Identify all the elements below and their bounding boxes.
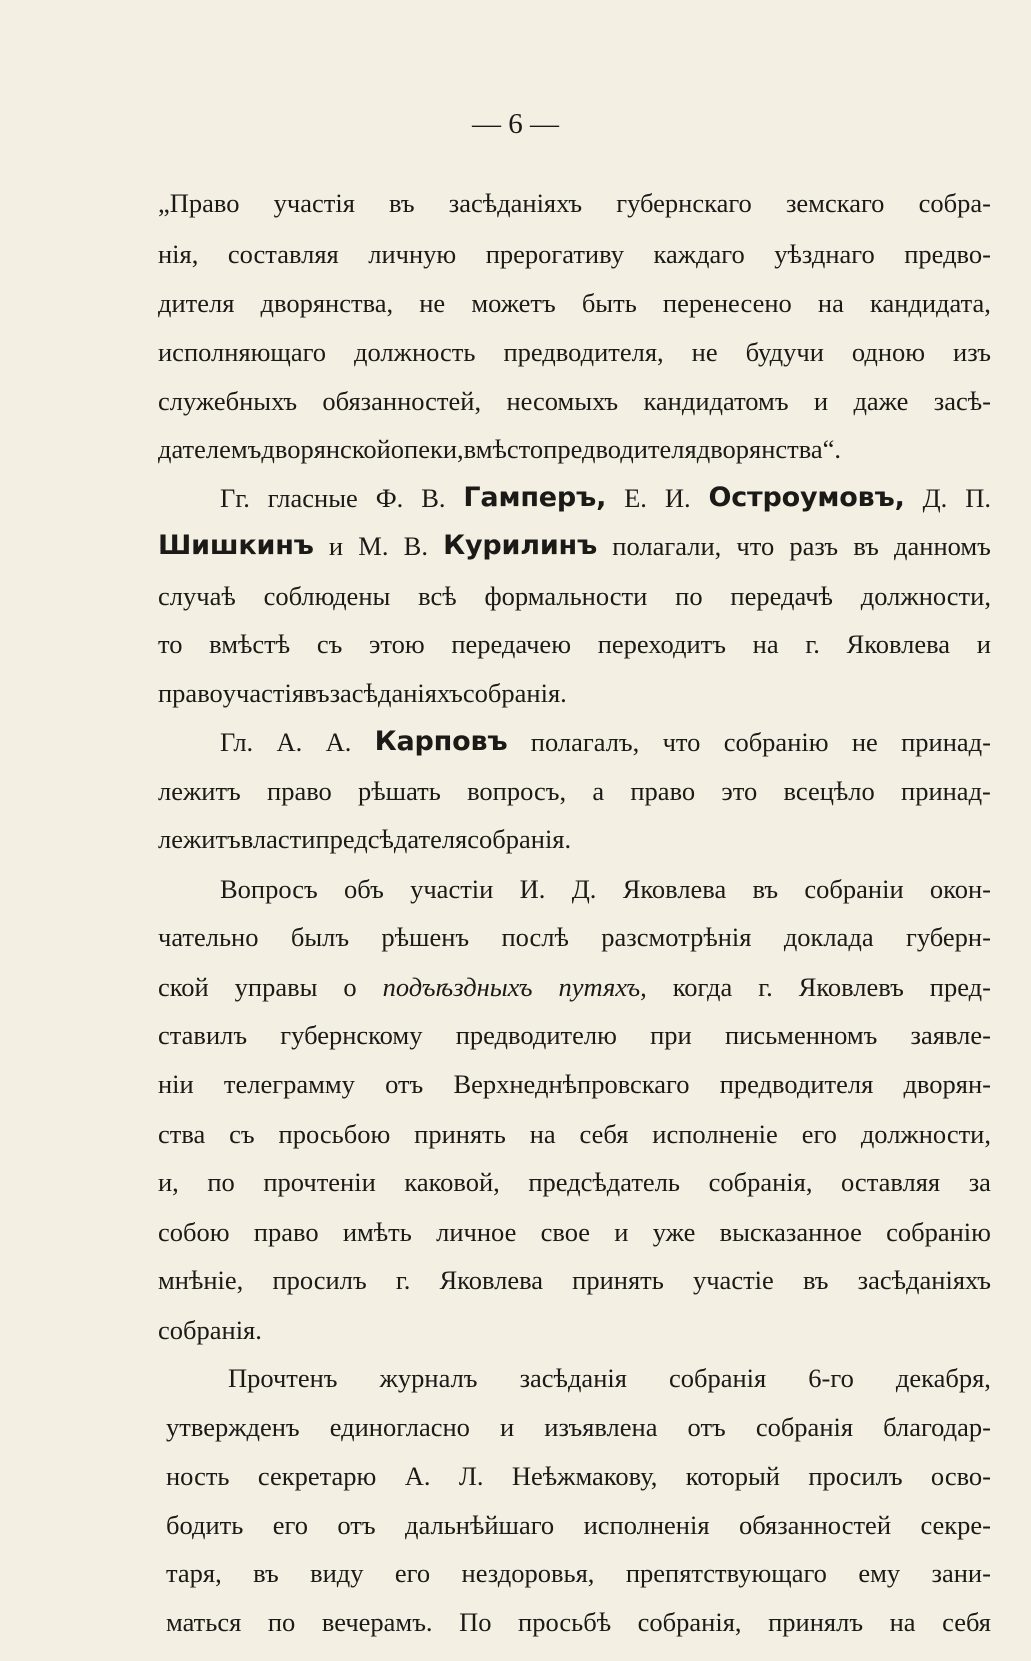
word: несомыхъ	[506, 386, 619, 416]
word: обязанностей	[738, 1510, 892, 1540]
word: его	[801, 1119, 837, 1149]
word: въ	[253, 1558, 279, 1588]
word: По	[459, 1607, 492, 1637]
word: просилъ	[808, 1461, 903, 1491]
word: Яковлева	[439, 1265, 544, 1295]
word: препятствующаго	[625, 1558, 827, 1588]
word: что	[736, 531, 775, 561]
word: личную	[368, 239, 457, 269]
word: рѣшать	[358, 776, 441, 806]
word: гласные	[267, 483, 358, 513]
word: на	[529, 1119, 556, 1149]
word: въ	[304, 678, 330, 708]
word: собранія.	[467, 824, 572, 854]
text-line	[158, 179, 991, 227]
text-line	[158, 963, 991, 1011]
word: на	[752, 629, 779, 659]
word: и	[614, 1217, 629, 1247]
word: прочтеніи	[263, 1167, 376, 1197]
word: быть	[581, 288, 637, 318]
word: секретарю	[257, 1461, 377, 1491]
word: свое	[540, 1217, 591, 1247]
word: утвержденъ	[166, 1412, 300, 1442]
word: участія	[222, 678, 305, 708]
word: всѣ	[418, 581, 457, 611]
word: декабря,	[895, 1363, 991, 1393]
word: просьбѣ	[518, 1607, 612, 1637]
word: за	[968, 1167, 991, 1197]
word: соблюдены	[263, 581, 391, 611]
text-line	[158, 815, 991, 863]
word: пред-	[929, 972, 991, 1002]
word: мнѣніе,	[158, 1265, 244, 1295]
word: дателемъ	[158, 434, 262, 464]
word: разъ	[789, 531, 839, 561]
text-line	[158, 1306, 991, 1354]
word: М.	[358, 531, 389, 561]
word: въ	[802, 1265, 829, 1295]
word: съ	[229, 1119, 255, 1149]
word: ставилъ	[158, 1020, 248, 1050]
word: исполненіе	[652, 1119, 778, 1149]
word: то	[158, 629, 183, 659]
word: и	[813, 386, 829, 416]
word: Л.	[458, 1461, 484, 1491]
word: служебныхъ	[158, 386, 298, 416]
word: каждаго	[653, 239, 745, 269]
word: когда	[672, 972, 733, 1002]
text-line	[166, 1501, 991, 1549]
word: власти	[240, 824, 316, 854]
word: виду	[310, 1558, 364, 1588]
word: губернскому	[280, 1020, 423, 1050]
text-line	[158, 328, 991, 376]
word: его	[394, 1558, 431, 1588]
word: право	[630, 776, 696, 806]
word: Верхнеднѣпровскаго	[453, 1069, 690, 1099]
word: вмѣстѣ	[209, 629, 291, 659]
word: засѣданіяхъ	[329, 678, 463, 708]
word: дворянства“.	[696, 434, 842, 464]
text-line	[166, 1403, 991, 1451]
word: губерн-	[906, 922, 991, 952]
word: просилъ	[272, 1265, 367, 1295]
word: уже	[652, 1217, 696, 1247]
word: можетъ	[471, 288, 556, 318]
word: окон-	[929, 874, 991, 904]
text-line	[158, 522, 991, 570]
word: Шишкинъ	[158, 530, 314, 561]
word: всецѣло	[783, 776, 875, 806]
word: уѣзднаго	[774, 239, 875, 269]
word: собранія	[668, 1363, 767, 1393]
word: кандидатомъ	[643, 386, 789, 416]
word: по	[207, 1167, 235, 1197]
word: должности,	[860, 581, 991, 611]
word: принад-	[901, 727, 991, 757]
word: собранія,	[637, 1607, 742, 1637]
text-line	[228, 1354, 991, 1402]
word: собранія,	[708, 1167, 813, 1197]
word: собранію	[723, 727, 829, 757]
word: формальности	[484, 581, 648, 611]
word: секре-	[920, 1510, 991, 1540]
word: не	[691, 337, 718, 367]
word: доклада	[783, 922, 874, 952]
word: собра-	[918, 188, 991, 218]
word: заявле-	[910, 1020, 991, 1050]
word: собранія.	[158, 1315, 262, 1345]
word: не	[851, 727, 878, 757]
word: послѣ	[501, 922, 569, 952]
word: вопросъ,	[467, 776, 567, 806]
word: ніи	[158, 1069, 194, 1099]
word: осво-	[930, 1461, 991, 1491]
word: по	[267, 1607, 296, 1637]
word: чательно	[158, 922, 259, 952]
word: этою	[368, 629, 425, 659]
word: одною	[851, 337, 926, 367]
word: предводителя	[719, 1069, 874, 1099]
word: отъ	[385, 1069, 424, 1099]
word: въ	[853, 531, 879, 561]
word: прерогативу	[485, 239, 624, 269]
word: предводителя	[543, 434, 697, 464]
word: Карповъ	[374, 726, 508, 757]
word: таря,	[166, 1558, 222, 1588]
word: ность	[166, 1461, 230, 1491]
word: И.	[519, 874, 546, 904]
word: отъ	[337, 1510, 376, 1540]
word: А.	[325, 727, 352, 757]
text-line	[158, 279, 991, 327]
word: Яковлева	[846, 629, 951, 659]
word: принять	[572, 1265, 664, 1295]
word: и	[500, 1412, 515, 1442]
text-line	[158, 620, 991, 668]
page-number: — 6 —	[472, 108, 559, 140]
word: зани-	[931, 1558, 991, 1588]
word: г.	[758, 972, 773, 1002]
word: предво-	[904, 239, 991, 269]
text-line	[158, 1110, 991, 1158]
text-line	[220, 718, 991, 766]
word: составляя	[227, 239, 339, 269]
text-line	[158, 1208, 991, 1256]
text-line	[166, 1549, 991, 1597]
word: должности,	[860, 1119, 991, 1149]
word: имѣть	[342, 1217, 412, 1247]
word: Остроумовъ,	[708, 482, 905, 513]
word: даже	[853, 386, 909, 416]
word: участія	[273, 188, 355, 218]
word: отъ	[687, 1412, 726, 1442]
word: управы	[234, 972, 318, 1002]
word: губернскаго	[616, 188, 752, 218]
text-line	[158, 425, 991, 473]
text-line	[220, 474, 991, 522]
word: П.	[965, 483, 991, 513]
word: телеграмму	[223, 1069, 355, 1099]
word: Вопросъ	[220, 874, 318, 904]
word: засѣданіяхъ	[448, 188, 583, 218]
word: кандидата,	[869, 288, 991, 318]
word: полагали,	[612, 531, 722, 561]
word: данномъ	[894, 531, 991, 561]
word: Гг.	[220, 483, 250, 513]
word: собранія	[755, 1412, 854, 1442]
word: г.	[395, 1265, 411, 1295]
word: принад-	[901, 776, 991, 806]
text-line	[158, 1256, 991, 1304]
word: благодар-	[883, 1412, 991, 1442]
word: и	[328, 531, 344, 561]
word: передачею	[451, 629, 571, 659]
word: себя	[579, 1119, 629, 1149]
word: В.	[421, 483, 446, 513]
word: засѣ-	[933, 386, 991, 416]
word: а	[592, 776, 605, 806]
word: дворянской	[261, 434, 391, 464]
word: дворян-	[903, 1069, 991, 1099]
word: Д.	[571, 874, 597, 904]
word: съ	[316, 629, 343, 659]
text-line	[158, 1011, 991, 1059]
word: Ф.	[375, 483, 404, 513]
word: право	[253, 1217, 319, 1247]
word: и	[976, 629, 991, 659]
word: случаѣ	[158, 581, 236, 611]
word: предводителю	[455, 1020, 617, 1050]
word: и,	[158, 1167, 179, 1197]
word: рѣшенъ	[381, 922, 470, 952]
word: себя	[942, 1607, 991, 1637]
word: высказанное	[719, 1217, 862, 1247]
word: Д.	[922, 483, 948, 513]
word: собою	[158, 1217, 230, 1247]
word: право	[267, 776, 332, 806]
word: исполненія	[583, 1510, 710, 1540]
word: принять	[414, 1119, 506, 1149]
text-line	[166, 1452, 991, 1500]
word: его	[272, 1510, 308, 1540]
word: лежитъ	[158, 824, 241, 854]
text-line	[220, 865, 991, 913]
word: опеки,	[390, 434, 464, 464]
word: въ	[389, 188, 415, 218]
word: переходитъ	[597, 629, 726, 659]
word: изъявлена	[544, 1412, 658, 1442]
word: засѣданіяхъ	[857, 1265, 991, 1295]
word: принялъ	[768, 1607, 864, 1637]
word: полагалъ,	[530, 727, 640, 757]
word: по	[675, 581, 703, 611]
word: Прочтенъ	[228, 1363, 338, 1393]
word: г.	[805, 629, 820, 659]
text-line	[158, 572, 991, 620]
word: что	[662, 727, 701, 757]
word: былъ	[290, 922, 350, 952]
word: передачѣ	[730, 581, 833, 611]
word: предсѣдателя	[315, 824, 468, 854]
word: исполняющаго	[158, 337, 327, 367]
word: единогласно	[329, 1412, 470, 1442]
word: личное	[436, 1217, 517, 1247]
word: А.	[404, 1461, 431, 1491]
word: 6-го	[808, 1363, 854, 1393]
word: право	[158, 678, 223, 708]
word: каковой,	[404, 1167, 500, 1197]
text-line	[158, 1158, 991, 1206]
text-line	[158, 377, 991, 425]
word: должность	[354, 337, 476, 367]
word: нія,	[158, 239, 199, 269]
word: оставляя	[841, 1167, 941, 1197]
word: маться	[166, 1607, 242, 1637]
word: будучи	[745, 337, 824, 367]
word: бодить	[166, 1510, 244, 1540]
text-line	[158, 230, 991, 278]
word: вмѣсто	[463, 434, 544, 464]
word: нездоровья,	[461, 1558, 595, 1588]
word: изъ	[953, 337, 991, 367]
text-line	[158, 767, 991, 815]
word: собранія.	[462, 678, 567, 708]
word: ства	[158, 1119, 206, 1149]
word: это	[721, 776, 758, 806]
word: „Право	[158, 188, 240, 218]
word: предсѣдатель	[528, 1167, 681, 1197]
word: участіе	[692, 1265, 774, 1295]
text-line	[158, 669, 991, 717]
word: обязанностей,	[322, 386, 482, 416]
word: засѣданія	[519, 1363, 627, 1393]
word: при	[650, 1020, 692, 1050]
word: лежитъ	[158, 776, 241, 806]
word: путяхъ,	[558, 972, 647, 1002]
word: А.	[276, 727, 303, 757]
word: просьбою	[278, 1119, 391, 1149]
word: дворянства,	[260, 288, 394, 318]
word: Гамперъ,	[463, 482, 607, 513]
word: Неѣжмакову,	[511, 1461, 658, 1491]
word: собранію	[886, 1217, 991, 1247]
word: Яковлевъ	[798, 972, 904, 1002]
word: Гл.	[220, 727, 254, 757]
word: подъѣздныхъ	[382, 972, 533, 1002]
word: разсмотрѣнія	[601, 922, 752, 952]
word: журналъ	[379, 1363, 478, 1393]
word: ской	[158, 972, 209, 1002]
word: Курилинъ	[443, 530, 598, 561]
word: на	[817, 288, 844, 318]
text-line	[158, 1060, 991, 1108]
word: дителя	[158, 288, 235, 318]
word: въ	[752, 874, 779, 904]
word: собраніи	[804, 874, 904, 904]
word: не	[419, 288, 446, 318]
word: В.	[403, 531, 428, 561]
word: И.	[664, 483, 691, 513]
word: предводителя,	[503, 337, 664, 367]
word: дальнѣйшаго	[405, 1510, 555, 1540]
word: на	[889, 1607, 916, 1637]
word: ему	[858, 1558, 901, 1588]
word: перенесено	[662, 288, 792, 318]
text-line	[158, 913, 991, 961]
text-line	[166, 1598, 991, 1646]
word: участіи	[410, 874, 494, 904]
word: вечерамъ.	[321, 1607, 433, 1637]
word: письменномъ	[724, 1020, 878, 1050]
word: о	[343, 972, 357, 1002]
word: объ	[344, 874, 384, 904]
word: который	[685, 1461, 780, 1491]
word: Яковлева	[622, 874, 727, 904]
word: земскаго	[785, 188, 885, 218]
word: Е.	[624, 483, 647, 513]
